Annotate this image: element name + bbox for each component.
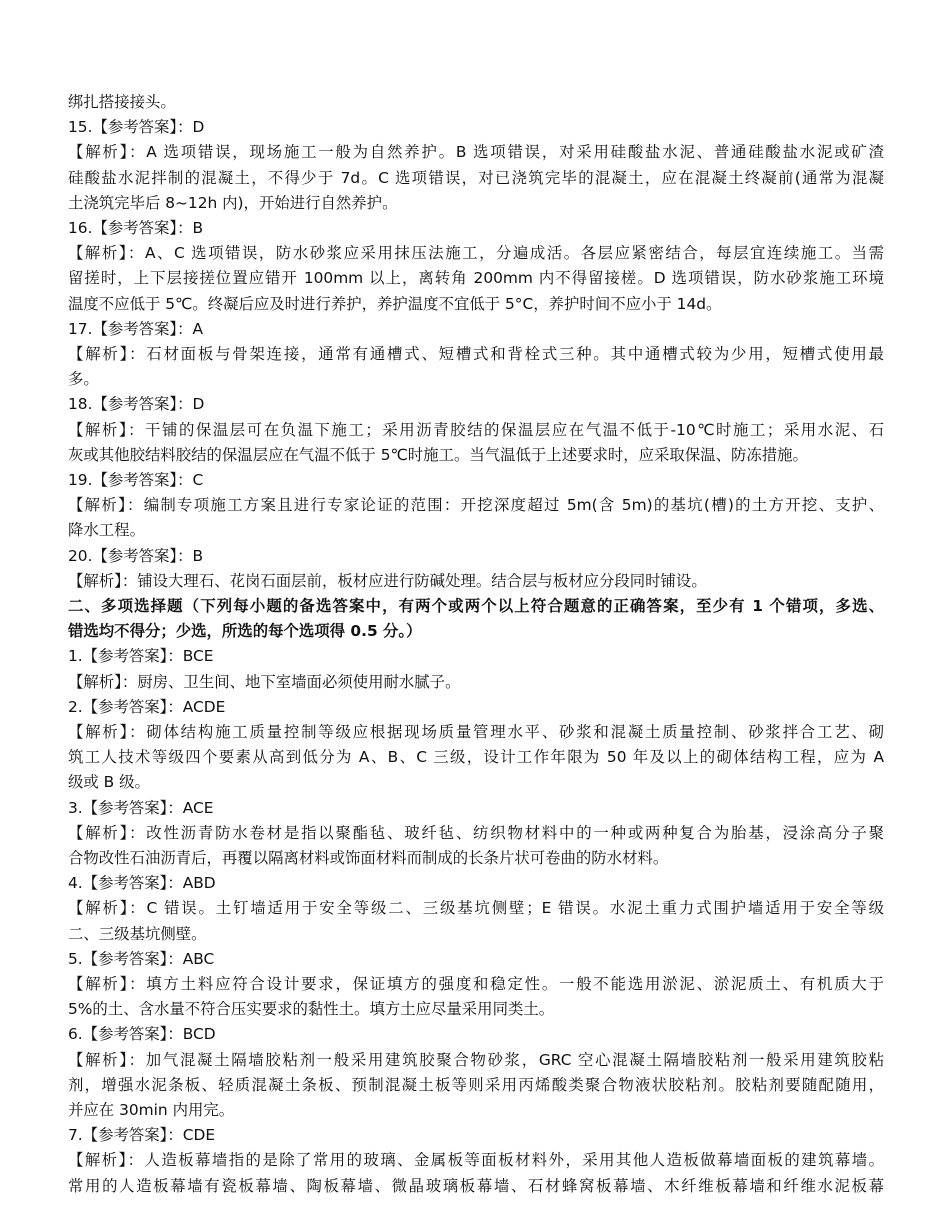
text-line: 4.【参考答案】：ABD xyxy=(68,874,216,893)
text-line: 筑工人技术等级四个要素从高到低分为 A、B、C 三级，设计工作年限为 50 年及以上的砌体结构工程，应为 A xyxy=(68,748,884,767)
text-line: 剂，增强水泥条板、轻质混凝土条板、预制混凝土板等则采用丙烯酸类聚合物液状胶粘剂。胶粘剂要随配随用， xyxy=(68,1075,884,1094)
text-line: 【解析】：人造板幕墙指的是除了常用的玻璃、金属板等面板材料外，采用其他人造板做幕墙面板的建筑幕墙。 xyxy=(68,1151,884,1170)
text-line: 15.【参考答案】：D xyxy=(68,118,205,137)
text-line: 温度不应低于 5℃。终凝后应及时进行养护，养护温度不宜低于 5°C，养护时间不应小于 14d。 xyxy=(68,294,722,313)
text-line: 【解析】：加气混凝土隔墙胶粘剂一般采用建筑胶聚合物砂浆，GRC 空心混凝土隔墙胶粘剂一般采用建筑胶粘 xyxy=(68,1050,884,1069)
text-line: 降水工程。 xyxy=(68,521,145,540)
text-line: 错选均不得分；少选，所选的每个选项得 0.5 分。） xyxy=(68,622,422,641)
text-line: 【解析】：石材面板与骨架连接，通常有通槽式、短槽式和背栓式三种。其中通槽式较为少用，短槽式使用最 xyxy=(68,345,884,363)
text-line: 级或 B 级。 xyxy=(68,773,150,792)
text-line: 【解析】：砌体结构施工质量控制等级应根据现场质量管理水平、砂浆和混凝土质量控制、砂浆拌合工艺、砌 xyxy=(68,723,884,741)
text-line: 2.【参考答案】：ACDE xyxy=(68,697,226,716)
text-line: 多。 xyxy=(68,370,99,389)
text-line: 【解析】：厨房、卫生间、地下室墙面必须使用耐水腻子。 xyxy=(68,672,461,691)
text-line: 二、多项选择题（下列每小题的备选答案中，有两个或两个以上符合题意的正确答案，至少有 1 个错项，多选、 xyxy=(68,597,884,615)
text-line: 灰或其他胶结料胶结的保温层应在气温不低于 5℃时施工。当气温低于上述要求时，应采取保温、防冻措施。 xyxy=(68,445,808,464)
text-line: 【解析】：C 错误。土钉墙适用于安全等级二、三级基坑侧壁；E 错误。水泥土重力式围护墙适用于安全等级 xyxy=(68,899,884,918)
text-line: 合物改性石油沥青后，再覆以隔离材料或饰面材料而制成的长条片状可卷曲的防水材料。 xyxy=(68,849,669,867)
text-line: 【解析】：填方土料应符合设计要求，保证填方的强度和稳定性。一般不能选用淤泥、淤泥质土、有机质大于 xyxy=(68,975,884,993)
text-line: 6.【参考答案】：BCD xyxy=(68,1025,216,1044)
text-line: 【解析】：编制专项施工方案且进行专家论证的范围：开挖深度超过 5m(含 5m)的基坑(槽)的土方开挖、支护、 xyxy=(68,496,884,515)
text-line: 硅酸盐水泥拌制的混凝土，不得少于 7d。C 选项错误，对已浇筑完毕的混凝土，应在混凝土终凝前(通常为混凝 xyxy=(68,168,884,187)
text-line: 【解析】：改性沥青防水卷材是指以聚酯毡、玻纤毡、纺织物材料中的一种或两种复合为胎基，浸涂高分子聚 xyxy=(68,823,884,842)
text-line: 1.【参考答案】：BCE xyxy=(68,647,214,666)
text-line: 【解析】：A、C 选项错误，防水砂浆应采用抹压法施工，分遍成活。各层应紧密结合，每层宜连续施工。当需 xyxy=(68,244,884,263)
text-line: 二、三级基坑侧壁。 xyxy=(68,924,207,943)
text-line: 并应在 30min 内用完。 xyxy=(68,1101,235,1119)
text-line: 20.【参考答案】：B xyxy=(68,546,204,565)
text-line: 19.【参考答案】：C xyxy=(68,471,204,489)
text-line: 16.【参考答案】：B xyxy=(68,219,204,237)
text-line: 3.【参考答案】：ACE xyxy=(68,798,214,817)
text-line: 【解析】：干铺的保温层可在负温下施工；采用沥青胶结的保温层应在气温不低于-10℃时施工；采用水泥、石 xyxy=(68,420,884,439)
text-line: 【解析】：A 选项错误，现场施工一般为自然养护。B 选项错误，对采用硅酸盐水泥、普通硅酸盐水泥或矿渣 xyxy=(68,143,884,162)
text-line: 【解析】：铺设大理石、花岗石面层前，板材应进行防碱处理。结合层与板材应分段同时铺设。 xyxy=(68,571,707,590)
text-line: 7.【参考答案】：CDE xyxy=(68,1126,216,1145)
text-line: 留搓时，上下层接搓位置应错开 100mm 以上，离转角 200mm 内不得留接槎。D 选项错误，防水砂浆施工环境 xyxy=(68,269,884,288)
text-line: 绑扎搭接接头。 xyxy=(68,93,176,111)
text-line: 5.【参考答案】：ABC xyxy=(68,949,215,968)
text-line: 18.【参考答案】：D xyxy=(68,395,205,414)
text-line: 常用的人造板幕墙有瓷板幕墙、陶板幕墙、微晶玻璃板幕墙、石材蜂窝板幕墙、木纤维板幕墙和纤维水泥板幕 xyxy=(68,1176,884,1195)
text-line: 土浇筑完毕后 8~12h 内)，开始进行自然养护。 xyxy=(68,193,398,212)
text-line: 5%的土、含水量不符合压实要求的黏性土。填方土应尽量采用同类土。 xyxy=(68,1000,555,1019)
text-line: 17.【参考答案】：A xyxy=(68,319,204,338)
